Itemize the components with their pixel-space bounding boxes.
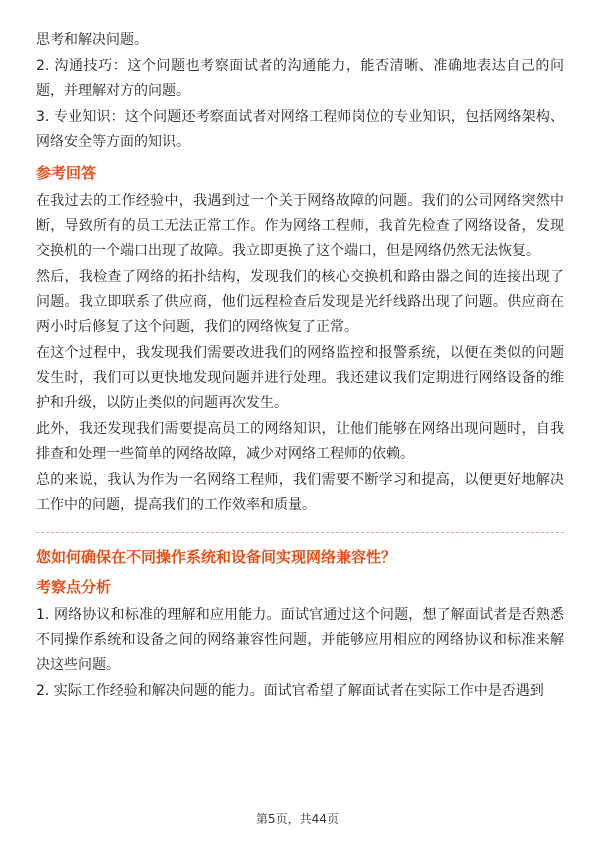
question-heading: 您如何确保在不同操作系统和设备间实现网络兼容性？ — [36, 548, 397, 566]
answer-paragraph: 在我过去的工作经验中，我遇到过一个关于网络故障的问题。我们的公司网络突然中断，导致所有的员工无法正常工作。作为网络工程师，我首先检查了网络设备，发现交换机的一个端口出现了故障。我立即更换了这个端口，但是网络仍然无法恢复。 — [36, 193, 564, 259]
paragraph-continuation: 思考和解决问题。 — [36, 32, 148, 48]
page-content — [36, 28, 564, 705]
answer-paragraph: 然后，我检查了网络的拓扑结构，发现我们的核心交换机和路由器之间的连接出现了问题。我立即联系了供应商，他们远程检查后发现是光纤线路出现了问题。供应商在两小时后修复了这个问题，我们的网络恢复了正常。 — [36, 269, 564, 335]
analysis-paragraph: 1. 网络协议和标准的理解和应用能力。面试官通过这个问题，想了解面试者是否熟悉不同操作系统和设备之间的网络兼容性问题，并能够应用相应的网络协议和标准来解决这些问题。 — [36, 607, 564, 673]
analysis-paragraph: 2. 实际工作经验和解决问题的能力。面试官希望了解面试者在实际工作中是否遇到 — [36, 683, 544, 699]
paragraph-point-communication: 2. 沟通技巧：这个问题也考察面试者的沟通能力，能否清晰、准确地表达自己的问题，并理解对方的问题。 — [36, 58, 564, 99]
answer-paragraph: 此外，我还发现我们需要提高员工的网络知识，让他们能够在网络出现问题时，自我排查和处理一些简单的网络故障，减少对网络工程师的依赖。 — [36, 421, 564, 462]
answer-paragraph: 总的来说，我认为作为一名网络工程师，我们需要不断学习和提高，以便更好地解决工作中的问题，提高我们的工作效率和质量。 — [36, 472, 564, 513]
answer-heading: 参考回答 — [36, 164, 97, 182]
page-number-footer: 第5页，共44页 — [256, 812, 339, 826]
section-divider — [36, 532, 564, 533]
paragraph-point-knowledge: 3. 专业知识：这个问题还考察面试者对网络工程师岗位的专业知识，包括网络架构、网络安全等方面的知识。 — [36, 109, 564, 150]
analysis-heading: 考察点分析 — [36, 578, 112, 596]
answer-paragraph: 在这个过程中，我发现我们需要改进我们的网络监控和报警系统，以便在类似的问题发生时，我们可以更快地发现问题并进行处理。我还建议我们定期进行网络设备的维护和升级，以防止类似的问题再次发生。 — [36, 345, 564, 411]
